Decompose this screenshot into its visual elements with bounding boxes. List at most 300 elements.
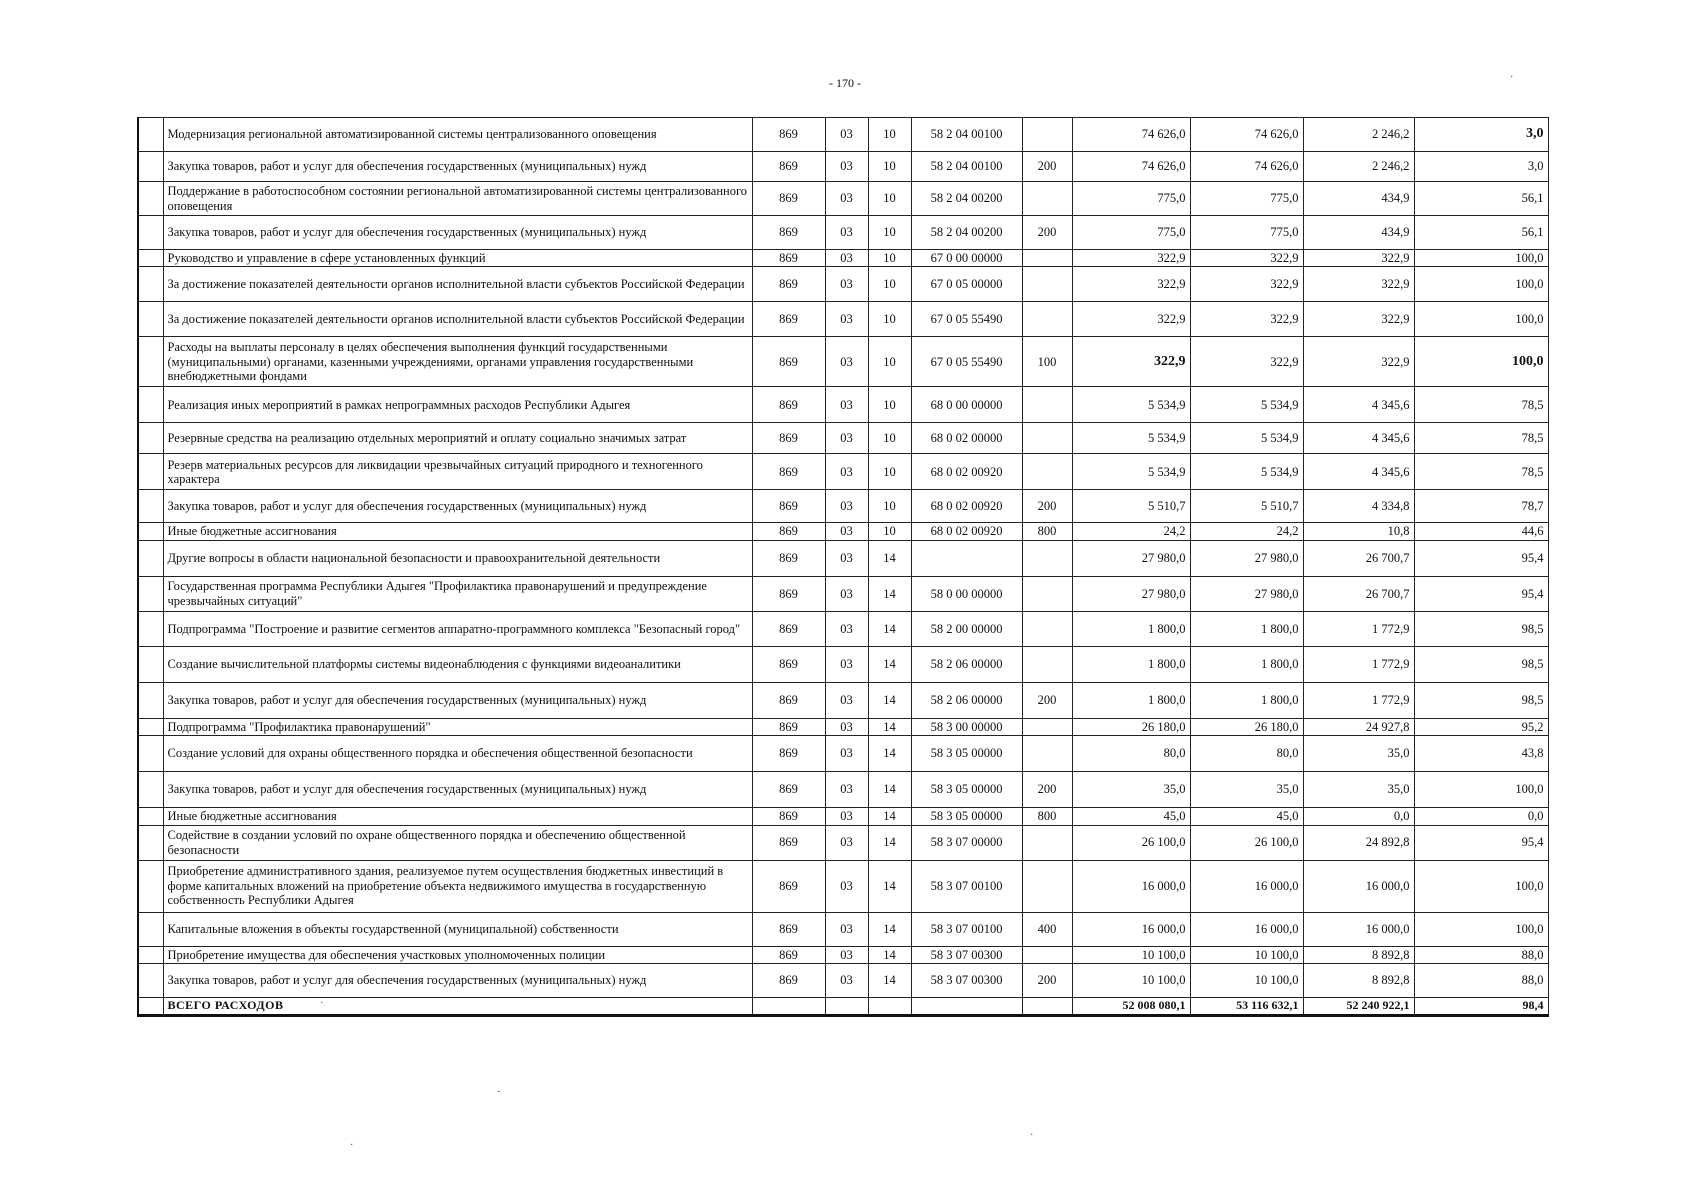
row-ved: 869 [752, 454, 825, 490]
row-csr: 58 3 05 00000 [911, 772, 1022, 808]
table-row [138, 576, 1548, 611]
row-vr [1022, 118, 1072, 152]
row-csr: 58 3 07 00300 [911, 963, 1022, 997]
row-exec: 4 345,6 [1303, 423, 1414, 454]
row-pct: 56,1 [1414, 216, 1548, 250]
total-refined: 53 116 632,1 [1190, 997, 1303, 1015]
row-name: Закупка товаров, работ и услуг для обеспечения государственных (муниципальных) нужд [163, 963, 752, 997]
row-refined: 5 534,9 [1190, 423, 1303, 454]
row-exec: 2 246,2 [1303, 118, 1414, 152]
row-vr [1022, 646, 1072, 682]
row-exec: 26 700,7 [1303, 576, 1414, 611]
row-pct: 100,0 [1414, 250, 1548, 267]
table-row [138, 387, 1548, 423]
row-csr: 58 2 04 00100 [911, 118, 1022, 152]
row-pct: 88,0 [1414, 963, 1548, 997]
row-vr [1022, 387, 1072, 423]
table-row [138, 523, 1548, 540]
row-ved: 869 [752, 523, 825, 540]
row-pct: 98,5 [1414, 646, 1548, 682]
row-ved: 869 [752, 387, 825, 423]
row-refined: 26 100,0 [1190, 825, 1303, 860]
row-refined: 775,0 [1190, 216, 1303, 250]
row-csr: 68 0 02 00000 [911, 423, 1022, 454]
row-csr: 67 0 05 00000 [911, 267, 1022, 302]
table-row [138, 182, 1548, 216]
row-plan: 322,9 [1072, 337, 1190, 387]
table-row [138, 454, 1548, 490]
row-exec: 322,9 [1303, 302, 1414, 337]
row-refined: 322,9 [1190, 267, 1303, 302]
row-name: Иные бюджетные ассигнования [163, 808, 752, 825]
gutter-cell [138, 302, 163, 337]
row-pr: 10 [868, 490, 911, 523]
table-row [138, 611, 1548, 646]
row-vr [1022, 736, 1072, 772]
row-pct: 88,0 [1414, 946, 1548, 963]
row-pr: 14 [868, 912, 911, 946]
row-rz: 03 [825, 182, 868, 216]
row-vr [1022, 611, 1072, 646]
row-pct: 100,0 [1414, 772, 1548, 808]
gutter-cell [138, 540, 163, 576]
table-row [138, 540, 1548, 576]
row-ved: 869 [752, 646, 825, 682]
row-refined: 775,0 [1190, 182, 1303, 216]
row-rz: 03 [825, 808, 868, 825]
empty-cell [911, 997, 1022, 1015]
row-rz: 03 [825, 682, 868, 718]
row-csr: 67 0 05 55490 [911, 337, 1022, 387]
row-exec: 322,9 [1303, 250, 1414, 267]
row-vr: 200 [1022, 682, 1072, 718]
row-name: Создание условий для охраны общественного порядка и обеспечения общественной безопасности [163, 736, 752, 772]
row-rz: 03 [825, 118, 868, 152]
row-plan: 10 100,0 [1072, 963, 1190, 997]
gutter-cell [138, 808, 163, 825]
row-rz: 03 [825, 337, 868, 387]
total-label: ВСЕГО РАСХОДОВ [163, 997, 752, 1015]
row-ved: 869 [752, 946, 825, 963]
row-csr: 58 2 04 00200 [911, 182, 1022, 216]
row-ved: 869 [752, 736, 825, 772]
row-refined: 5 534,9 [1190, 387, 1303, 423]
row-rz: 03 [825, 736, 868, 772]
table-row [138, 825, 1548, 860]
row-csr: 58 2 06 00000 [911, 646, 1022, 682]
table-row [138, 963, 1548, 997]
row-vr [1022, 860, 1072, 912]
gutter-cell [138, 216, 163, 250]
row-csr: 58 3 07 00100 [911, 912, 1022, 946]
row-rz: 03 [825, 250, 868, 267]
row-plan: 24,2 [1072, 523, 1190, 540]
gutter-cell [138, 337, 163, 387]
row-exec: 434,9 [1303, 216, 1414, 250]
row-pr: 14 [868, 611, 911, 646]
row-name: Создание вычислительной платформы системы видеонаблюдения с функциями видеоаналитики [163, 646, 752, 682]
row-pct: 95,4 [1414, 540, 1548, 576]
row-rz: 03 [825, 576, 868, 611]
empty-cell [868, 997, 911, 1015]
row-ved: 869 [752, 576, 825, 611]
gutter-cell [138, 772, 163, 808]
row-plan: 5 510,7 [1072, 490, 1190, 523]
row-refined: 1 800,0 [1190, 646, 1303, 682]
row-pr: 14 [868, 646, 911, 682]
row-refined: 35,0 [1190, 772, 1303, 808]
row-rz: 03 [825, 423, 868, 454]
row-csr: 68 0 02 00920 [911, 454, 1022, 490]
row-name: За достижение показателей деятельности органов исполнительной власти субъектов Российской Федерации [163, 302, 752, 337]
row-ved: 869 [752, 152, 825, 182]
table-row [138, 808, 1548, 825]
row-pr: 10 [868, 387, 911, 423]
row-ved: 869 [752, 963, 825, 997]
row-ved: 869 [752, 912, 825, 946]
row-exec: 322,9 [1303, 337, 1414, 387]
row-pct: 56,1 [1414, 182, 1548, 216]
row-pct: 100,0 [1414, 267, 1548, 302]
row-name: Подпрограмма "Профилактика правонарушений" [163, 718, 752, 735]
row-refined: 80,0 [1190, 736, 1303, 772]
row-pct: 100,0 [1414, 337, 1548, 387]
row-plan: 16 000,0 [1072, 860, 1190, 912]
row-pr: 14 [868, 825, 911, 860]
row-name: Закупка товаров, работ и услуг для обеспечения государственных (муниципальных) нужд [163, 216, 752, 250]
table-row [138, 646, 1548, 682]
row-vr: 200 [1022, 490, 1072, 523]
row-plan: 775,0 [1072, 182, 1190, 216]
row-pr: 14 [868, 963, 911, 997]
row-pct: 44,6 [1414, 523, 1548, 540]
row-csr [911, 540, 1022, 576]
row-refined: 45,0 [1190, 808, 1303, 825]
row-pr: 10 [868, 152, 911, 182]
row-pct: 78,5 [1414, 454, 1548, 490]
row-plan: 26 100,0 [1072, 825, 1190, 860]
row-exec: 8 892,8 [1303, 946, 1414, 963]
row-refined: 16 000,0 [1190, 912, 1303, 946]
row-vr [1022, 182, 1072, 216]
row-vr: 100 [1022, 337, 1072, 387]
row-csr: 67 0 05 55490 [911, 302, 1022, 337]
row-plan: 10 100,0 [1072, 946, 1190, 963]
row-vr: 400 [1022, 912, 1072, 946]
row-name: Государственная программа Республики Адыгея "Профилактика правонарушений и предупреждение чрезвычайных ситуаций" [163, 576, 752, 611]
row-exec: 4 334,8 [1303, 490, 1414, 523]
row-csr: 58 3 05 00000 [911, 736, 1022, 772]
row-refined: 24,2 [1190, 523, 1303, 540]
row-exec: 35,0 [1303, 772, 1414, 808]
row-pr: 14 [868, 576, 911, 611]
row-pr: 14 [868, 736, 911, 772]
table-row [138, 490, 1548, 523]
scan-speck: · [1030, 1130, 1034, 1141]
row-pr: 10 [868, 250, 911, 267]
table-row [138, 860, 1548, 912]
row-csr: 58 2 04 00200 [911, 216, 1022, 250]
row-exec: 0,0 [1303, 808, 1414, 825]
row-name: Закупка товаров, работ и услуг для обеспечения государственных (муниципальных) нужд [163, 152, 752, 182]
row-plan: 16 000,0 [1072, 912, 1190, 946]
table-row [138, 912, 1548, 946]
row-exec: 1 772,9 [1303, 646, 1414, 682]
row-name: Модернизация региональной автоматизированной системы централизованного оповещения [163, 118, 752, 152]
row-pr: 10 [868, 423, 911, 454]
row-refined: 322,9 [1190, 302, 1303, 337]
row-ved: 869 [752, 182, 825, 216]
row-name: Резервные средства на реализацию отдельных мероприятий и оплату социально значимых затрат [163, 423, 752, 454]
gutter-cell [138, 611, 163, 646]
row-csr: 58 2 04 00100 [911, 152, 1022, 182]
row-vr [1022, 946, 1072, 963]
row-vr [1022, 825, 1072, 860]
row-refined: 74 626,0 [1190, 118, 1303, 152]
gutter-cell [138, 490, 163, 523]
row-plan: 1 800,0 [1072, 682, 1190, 718]
row-csr: 68 0 02 00920 [911, 490, 1022, 523]
row-vr: 200 [1022, 216, 1072, 250]
budget-table [137, 117, 1549, 1017]
row-exec: 26 700,7 [1303, 540, 1414, 576]
row-pct: 98,5 [1414, 682, 1548, 718]
row-pr: 14 [868, 682, 911, 718]
row-name: Приобретение административного здания, реализуемое путем осуществления бюджетных инвестиций в форме капитальных вложений на приобретение объекта недвижимого имущества в государственную собственность Республики Адыгея [163, 860, 752, 912]
row-rz: 03 [825, 387, 868, 423]
total-exec: 52 240 922,1 [1303, 997, 1414, 1015]
row-plan: 5 534,9 [1072, 454, 1190, 490]
row-plan: 74 626,0 [1072, 118, 1190, 152]
table-row [138, 302, 1548, 337]
row-name: Содействие в создании условий по охране общественного порядка и обеспечению общественной безопасности [163, 825, 752, 860]
row-csr: 58 2 00 00000 [911, 611, 1022, 646]
scan-speck: · [350, 1140, 354, 1151]
table-row [138, 152, 1548, 182]
row-refined: 322,9 [1190, 337, 1303, 387]
row-vr: 200 [1022, 772, 1072, 808]
row-ved: 869 [752, 611, 825, 646]
row-name: Приобретение имущества для обеспечения участковых уполномоченных полиции [163, 946, 752, 963]
row-pct: 3,0 [1414, 118, 1548, 152]
row-refined: 1 800,0 [1190, 611, 1303, 646]
row-refined: 1 800,0 [1190, 682, 1303, 718]
row-pct: 78,7 [1414, 490, 1548, 523]
row-name: Резерв материальных ресурсов для ликвидации чрезвычайных ситуаций природного и техногенного характера [163, 454, 752, 490]
row-refined: 26 180,0 [1190, 718, 1303, 735]
gutter-cell [138, 267, 163, 302]
table-row [138, 267, 1548, 302]
row-name: Закупка товаров, работ и услуг для обеспечения государственных (муниципальных) нужд [163, 682, 752, 718]
row-plan: 35,0 [1072, 772, 1190, 808]
row-plan: 322,9 [1072, 267, 1190, 302]
scan-speck: ˜ [497, 1090, 501, 1101]
row-ved: 869 [752, 540, 825, 576]
row-exec: 8 892,8 [1303, 963, 1414, 997]
row-csr: 58 3 07 00300 [911, 946, 1022, 963]
row-exec: 1 772,9 [1303, 682, 1414, 718]
row-pr: 14 [868, 772, 911, 808]
row-name: Закупка товаров, работ и услуг для обеспечения государственных (муниципальных) нужд [163, 772, 752, 808]
row-rz: 03 [825, 267, 868, 302]
table-row [138, 216, 1548, 250]
row-refined: 16 000,0 [1190, 860, 1303, 912]
row-name: Закупка товаров, работ и услуг для обеспечения государственных (муниципальных) нужд [163, 490, 752, 523]
row-rz: 03 [825, 718, 868, 735]
row-ved: 869 [752, 250, 825, 267]
row-refined: 5 534,9 [1190, 454, 1303, 490]
row-rz: 03 [825, 946, 868, 963]
total-plan: 52 008 080,1 [1072, 997, 1190, 1015]
row-rz: 03 [825, 152, 868, 182]
row-rz: 03 [825, 912, 868, 946]
row-exec: 24 892,8 [1303, 825, 1414, 860]
row-csr: 58 3 05 00000 [911, 808, 1022, 825]
gutter-cell [138, 387, 163, 423]
row-rz: 03 [825, 772, 868, 808]
row-plan: 26 180,0 [1072, 718, 1190, 735]
row-name: За достижение показателей деятельности органов исполнительной власти субъектов Российской Федерации [163, 267, 752, 302]
row-pr: 14 [868, 808, 911, 825]
row-ved: 869 [752, 302, 825, 337]
row-pct: 98,5 [1414, 611, 1548, 646]
row-exec: 16 000,0 [1303, 912, 1414, 946]
row-name: Расходы на выплаты персоналу в целях обеспечения выполнения функций государственными (муниципальными) органами, казенными учреждениями, органами управления государственными внебюджетными фондами [163, 337, 752, 387]
row-exec: 1 772,9 [1303, 611, 1414, 646]
row-ved: 869 [752, 423, 825, 454]
table-row [138, 682, 1548, 718]
row-csr: 68 0 00 00000 [911, 387, 1022, 423]
row-ved: 869 [752, 772, 825, 808]
scan-speck: · [1510, 72, 1514, 83]
row-plan: 775,0 [1072, 216, 1190, 250]
gutter-cell [138, 423, 163, 454]
gutter-cell [138, 946, 163, 963]
row-plan: 5 534,9 [1072, 423, 1190, 454]
gutter-cell [138, 860, 163, 912]
row-refined: 10 100,0 [1190, 946, 1303, 963]
gutter-cell [138, 250, 163, 267]
row-csr: 68 0 02 00920 [911, 523, 1022, 540]
row-pct: 95,4 [1414, 825, 1548, 860]
gutter-cell [138, 736, 163, 772]
row-pct: 100,0 [1414, 302, 1548, 337]
row-pr: 14 [868, 718, 911, 735]
row-rz: 03 [825, 216, 868, 250]
row-csr: 58 3 00 00000 [911, 718, 1022, 735]
row-pr: 14 [868, 946, 911, 963]
row-exec: 2 246,2 [1303, 152, 1414, 182]
row-plan: 1 800,0 [1072, 646, 1190, 682]
row-vr [1022, 250, 1072, 267]
row-plan: 74 626,0 [1072, 152, 1190, 182]
row-vr [1022, 302, 1072, 337]
empty-cell [752, 997, 825, 1015]
row-pct: 95,2 [1414, 718, 1548, 735]
gutter-cell [138, 997, 163, 1015]
gutter-cell [138, 152, 163, 182]
row-name: Капитальные вложения в объекты государственной (муниципальной) собственности [163, 912, 752, 946]
row-refined: 5 510,7 [1190, 490, 1303, 523]
row-rz: 03 [825, 523, 868, 540]
row-exec: 434,9 [1303, 182, 1414, 216]
row-plan: 322,9 [1072, 302, 1190, 337]
row-exec: 16 000,0 [1303, 860, 1414, 912]
row-vr [1022, 576, 1072, 611]
row-ved: 869 [752, 825, 825, 860]
gutter-cell [138, 576, 163, 611]
row-plan: 1 800,0 [1072, 611, 1190, 646]
row-name: Реализация иных мероприятий в рамках непрограммных расходов Республики Адыгея [163, 387, 752, 423]
row-vr: 200 [1022, 963, 1072, 997]
gutter-cell [138, 523, 163, 540]
page-number: - 170 - [829, 76, 861, 90]
row-pr: 10 [868, 523, 911, 540]
row-refined: 10 100,0 [1190, 963, 1303, 997]
row-pct: 78,5 [1414, 423, 1548, 454]
row-pr: 10 [868, 267, 911, 302]
row-name: Руководство и управление в сфере установленных функций [163, 250, 752, 267]
row-refined: 74 626,0 [1190, 152, 1303, 182]
row-rz: 03 [825, 825, 868, 860]
row-pct: 95,4 [1414, 576, 1548, 611]
row-refined: 322,9 [1190, 250, 1303, 267]
table-row [138, 423, 1548, 454]
row-exec: 4 345,6 [1303, 387, 1414, 423]
row-plan: 322,9 [1072, 250, 1190, 267]
row-plan: 27 980,0 [1072, 540, 1190, 576]
gutter-cell [138, 963, 163, 997]
row-pr: 10 [868, 302, 911, 337]
gutter-cell [138, 118, 163, 152]
table-row [138, 250, 1548, 267]
row-ved: 869 [752, 267, 825, 302]
row-pr: 10 [868, 118, 911, 152]
row-rz: 03 [825, 646, 868, 682]
gutter-cell [138, 912, 163, 946]
row-ved: 869 [752, 682, 825, 718]
row-exec: 35,0 [1303, 736, 1414, 772]
gutter-cell [138, 182, 163, 216]
row-ved: 869 [752, 337, 825, 387]
gutter-cell [138, 825, 163, 860]
row-rz: 03 [825, 302, 868, 337]
scan-speck: · [320, 998, 324, 1009]
row-vr [1022, 540, 1072, 576]
row-name: Подпрограмма "Построение и развитие сегментов аппаратно-программного комплекса "Безопасный город" [163, 611, 752, 646]
row-ved: 869 [752, 860, 825, 912]
row-exec: 10,8 [1303, 523, 1414, 540]
row-pct: 43,8 [1414, 736, 1548, 772]
row-csr: 58 3 07 00000 [911, 825, 1022, 860]
row-pr: 14 [868, 860, 911, 912]
row-plan: 45,0 [1072, 808, 1190, 825]
table-row [138, 946, 1548, 963]
row-rz: 03 [825, 611, 868, 646]
gutter-cell [138, 646, 163, 682]
gutter-cell [138, 682, 163, 718]
row-pr: 10 [868, 182, 911, 216]
total-pct: 98,4 [1414, 997, 1548, 1015]
row-rz: 03 [825, 963, 868, 997]
row-rz: 03 [825, 540, 868, 576]
row-vr [1022, 454, 1072, 490]
gutter-cell [138, 454, 163, 490]
total-row [138, 997, 1548, 1015]
row-rz: 03 [825, 860, 868, 912]
gutter-cell [138, 718, 163, 735]
row-pct: 100,0 [1414, 860, 1548, 912]
